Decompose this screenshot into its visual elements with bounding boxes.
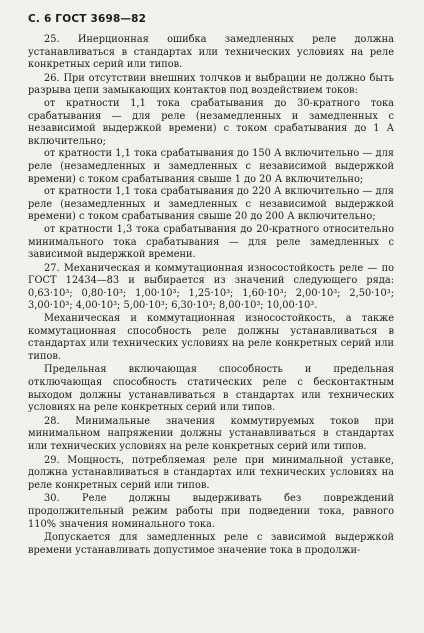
paragraph-27-note-2: Предельная включающая способность и предельная отключающая способность статических реле с бесконтактным выходом должны устанавливаться в стандартах или технических условиях на реле конкретных серий или типов.: [28, 364, 394, 414]
paragraph-30-note: Допускается для замедленных реле с зависимой выдержкой времени устанавливать допустимое значение тока в продолжи-: [28, 532, 394, 556]
paragraph-27-note-1: Механическая и коммутационная износостойкость, а также коммутационная способность реле должны устанавливаться в стандартах или технических условиях на реле конкретных серий или типов.: [28, 313, 394, 362]
paragraph-26-item-1: от кратности 1,1 тока срабатывания до 30-кратного тока срабатывания — для реле (незамедленных и замедленных с независимой выдержкой времени) с током срабатывания до 1 А включительно;: [28, 97, 394, 147]
paragraph-26-item-2: от кратности 1,1 тока срабатывания до 150 А включительно — для реле (незамедленных и замедленных с независимой выдержкой времени) с током срабатывания свыше 1 до 20 А включительно;: [28, 148, 394, 185]
paragraph-25: 25. Инерционная ошибка замедленных реле должна устанавливаться в стандартах или технических условиях на реле конкретных серий или типов.: [28, 34, 394, 71]
paragraph-26-item-3: от кратности 1,1 тока срабатывания до 220 А включительно — для реле (незамедленных и замедленных с независимой выдержкой времени) с током срабатывания свыше 20 до 200 А включительно;: [28, 186, 394, 223]
paragraph-26-item-4: от кратности 1,3 тока срабатывания до 20-кратного относительно минимального тока срабатывания — для реле замедленных с зависимой выдержкой времени.: [28, 223, 394, 261]
paragraph-30: 30. Реле должны выдерживать без повреждений продолжительный режим работы при подведении тока, равного 110% значения номинального тока.: [28, 493, 394, 530]
paragraph-26: 26. При отсутствии внешних толчков и выбрации не должно быть разрыва цепи замыкающих контактов под воздействием токов:: [28, 72, 394, 97]
paragraph-29: 29. Мощность, потребляемая реле при минимальной уставке, должна устанавливаться в стандартах или технических условиях на реле конкретных серий или типов.: [28, 454, 394, 491]
paragraph-27: 27. Механическая и коммутационная износостойкость реле — по ГОСТ 12434—83 и выбирается из значений следующего ряда: 0,63·10³; 0,80·10³; 1,00·10³; 1,25·10³; 1,60·10³; 2,00·10³; 2,50·10³; 3,00·10³; 4,00·10³; 5,00·10³; 6,30·10³; 8,00·10³; 10,00·10³.: [28, 262, 394, 312]
paragraph-28: 28. Минимальные значения коммутируемых токов при минимальном напряжении должны устанавливаться в стандартах или технических условиях на реле конкретных серий или типов.: [28, 415, 394, 452]
page-header: С. 6 ГОСТ 3698—82: [28, 13, 147, 25]
